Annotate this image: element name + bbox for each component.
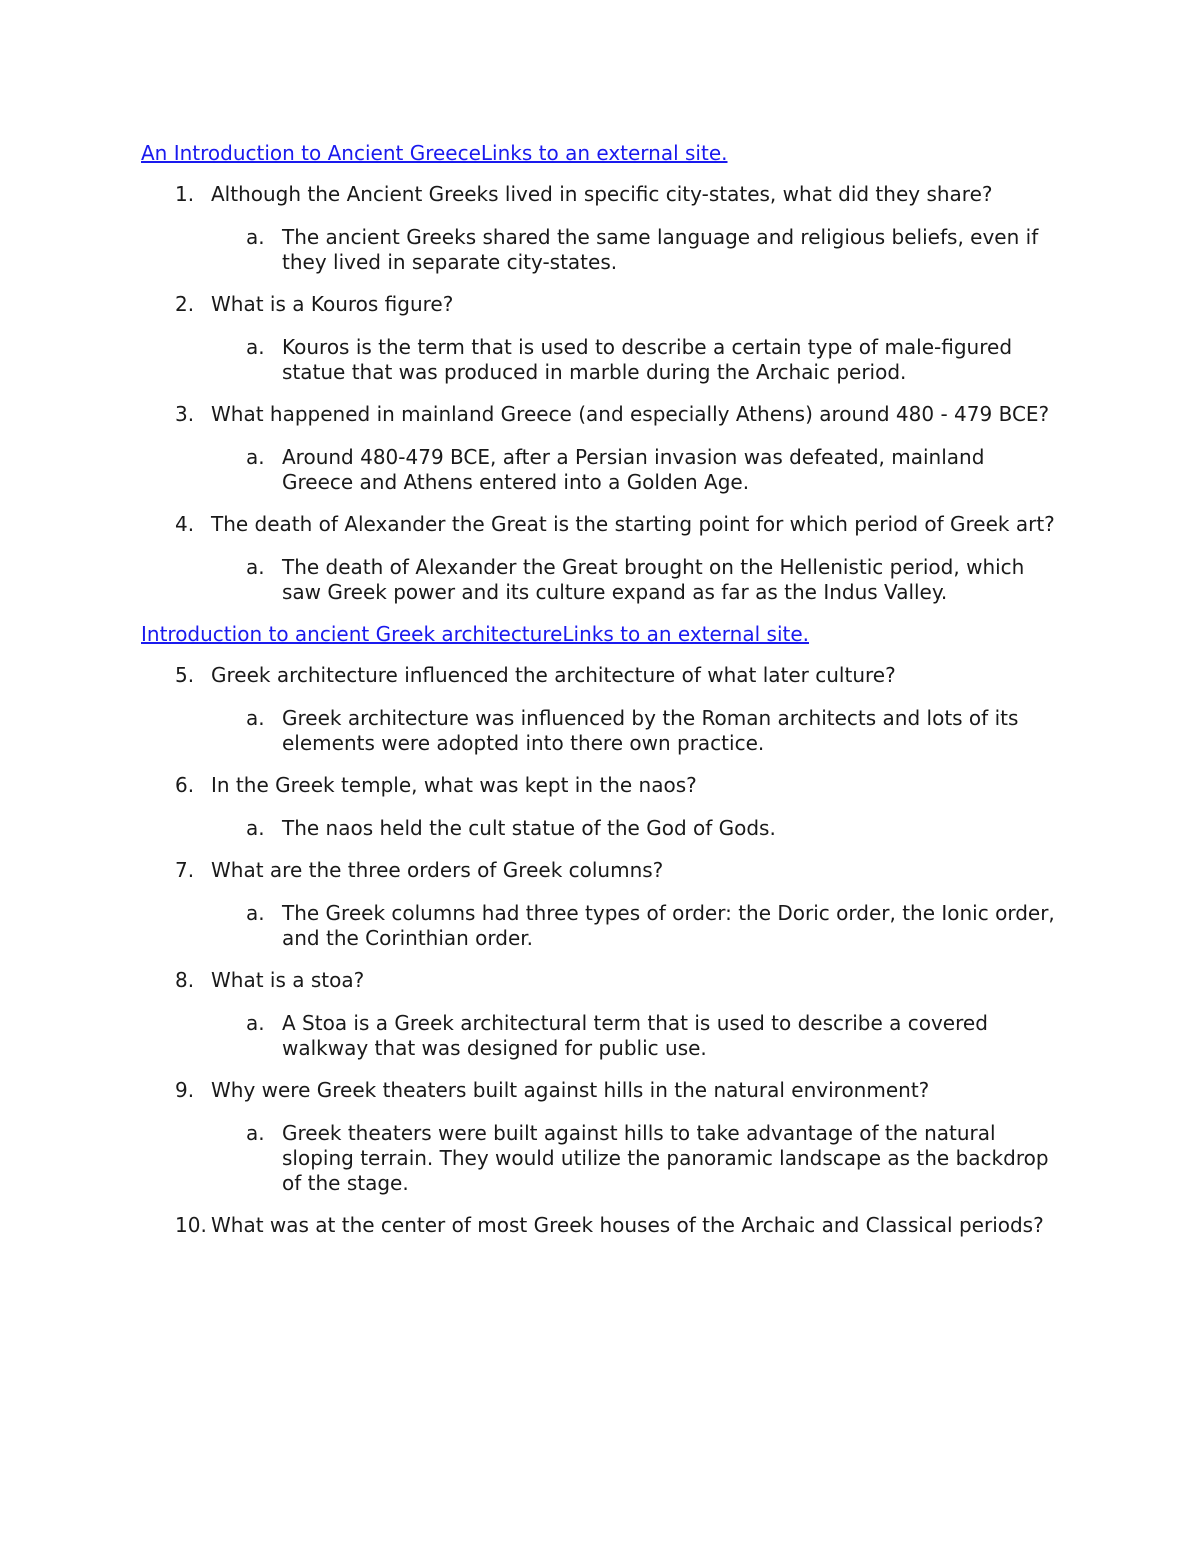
question-text: What was at the center of most Greek houses of the Archaic and Classical periods? (211, 1213, 1044, 1237)
answer-6a (211, 816, 1061, 841)
question-text: What is a stoa? (211, 968, 365, 992)
question-text: What is a Kouros figure? (211, 292, 454, 316)
answer-8a (211, 1011, 1061, 1061)
question-list-section-1 (141, 182, 1061, 605)
answer-4a (211, 555, 1061, 605)
answer-list (211, 555, 1061, 605)
link-intro-greek-architecture[interactable]: Introduction to ancient Greek architectureLinks to an external site. (141, 622, 810, 646)
answer-7a (211, 901, 1061, 951)
question-8 (141, 968, 1061, 1061)
question-list-section-2 (141, 663, 1061, 1238)
question-number: 1. (175, 182, 195, 206)
answer-marker: a. (246, 555, 265, 579)
answer-text: The ancient Greeks shared the same language and religious beliefs, even if they lived in separate city-states. (282, 225, 1039, 274)
question-text: Greek architecture influenced the architecture of what later culture? (211, 663, 896, 687)
answer-9a (211, 1121, 1061, 1196)
answer-text: The Greek columns had three types of order: the Doric order, the Ionic order, and the Corinthian order. (282, 901, 1055, 950)
question-text: What happened in mainland Greece (and especially Athens) around 480 - 479 BCE? (211, 402, 1050, 426)
question-text: Although the Ancient Greeks lived in specific city-states, what did they share? (211, 182, 993, 206)
answer-marker: a. (246, 816, 265, 840)
answer-marker: a. (246, 901, 265, 925)
answer-3a (211, 445, 1061, 495)
question-number: 8. (175, 968, 195, 992)
question-number: 10. (175, 1213, 207, 1237)
question-text: Why were Greek theaters built against hills in the natural environment? (211, 1078, 930, 1102)
answer-marker: a. (246, 1121, 265, 1145)
question-text: What are the three orders of Greek columns? (211, 858, 664, 882)
question-10 (141, 1213, 1061, 1238)
question-2 (141, 292, 1061, 385)
question-5 (141, 663, 1061, 756)
question-3 (141, 402, 1061, 495)
question-number: 7. (175, 858, 195, 882)
answer-list (211, 225, 1061, 275)
answer-list (211, 335, 1061, 385)
question-number: 6. (175, 773, 195, 797)
question-1 (141, 182, 1061, 275)
answer-list (211, 445, 1061, 495)
answer-text: Greek architecture was influenced by the Roman architects and lots of its elements were adopted into there own practice. (282, 706, 1019, 755)
answer-list (211, 901, 1061, 951)
question-number: 3. (175, 402, 195, 426)
answer-text: Around 480-479 BCE, after a Persian invasion was defeated, mainland Greece and Athens entered into a Golden Age. (282, 445, 985, 494)
question-number: 9. (175, 1078, 195, 1102)
question-6 (141, 773, 1061, 841)
answer-text: Greek theaters were built against hills to take advantage of the natural sloping terrain. They would utilize the panoramic landscape as the backdrop of the stage. (282, 1121, 1049, 1195)
question-number: 2. (175, 292, 195, 316)
question-number: 5. (175, 663, 195, 687)
answer-list (211, 1011, 1061, 1061)
document-page (141, 141, 1061, 1255)
answer-marker: a. (246, 445, 265, 469)
answer-1a (211, 225, 1061, 275)
answer-text: A Stoa is a Greek architectural term that is used to describe a covered walkway that was designed for public use. (282, 1011, 988, 1060)
question-9 (141, 1078, 1061, 1196)
answer-2a (211, 335, 1061, 385)
answer-list (211, 1121, 1061, 1196)
answer-list (211, 706, 1061, 756)
answer-text: Kouros is the term that is used to describe a certain type of male-figured statue that was produced in marble during the Archaic period. (282, 335, 1013, 384)
answer-marker: a. (246, 706, 265, 730)
question-text: The death of Alexander the Great is the starting point for which period of Greek art? (211, 512, 1055, 536)
question-7 (141, 858, 1061, 951)
link-intro-ancient-greece[interactable]: An Introduction to Ancient GreeceLinks to an external site. (141, 141, 728, 165)
answer-text: The death of Alexander the Great brought on the Hellenistic period, which saw Greek power and its culture expand as far as the Indus Valley. (282, 555, 1025, 604)
question-text: In the Greek temple, what was kept in the naos? (211, 773, 697, 797)
answer-text: The naos held the cult statue of the God of Gods. (282, 816, 776, 840)
answer-marker: a. (246, 335, 265, 359)
answer-marker: a. (246, 1011, 265, 1035)
question-4 (141, 512, 1061, 605)
question-number: 4. (175, 512, 195, 536)
answer-marker: a. (246, 225, 265, 249)
answer-list (211, 816, 1061, 841)
answer-5a (211, 706, 1061, 756)
